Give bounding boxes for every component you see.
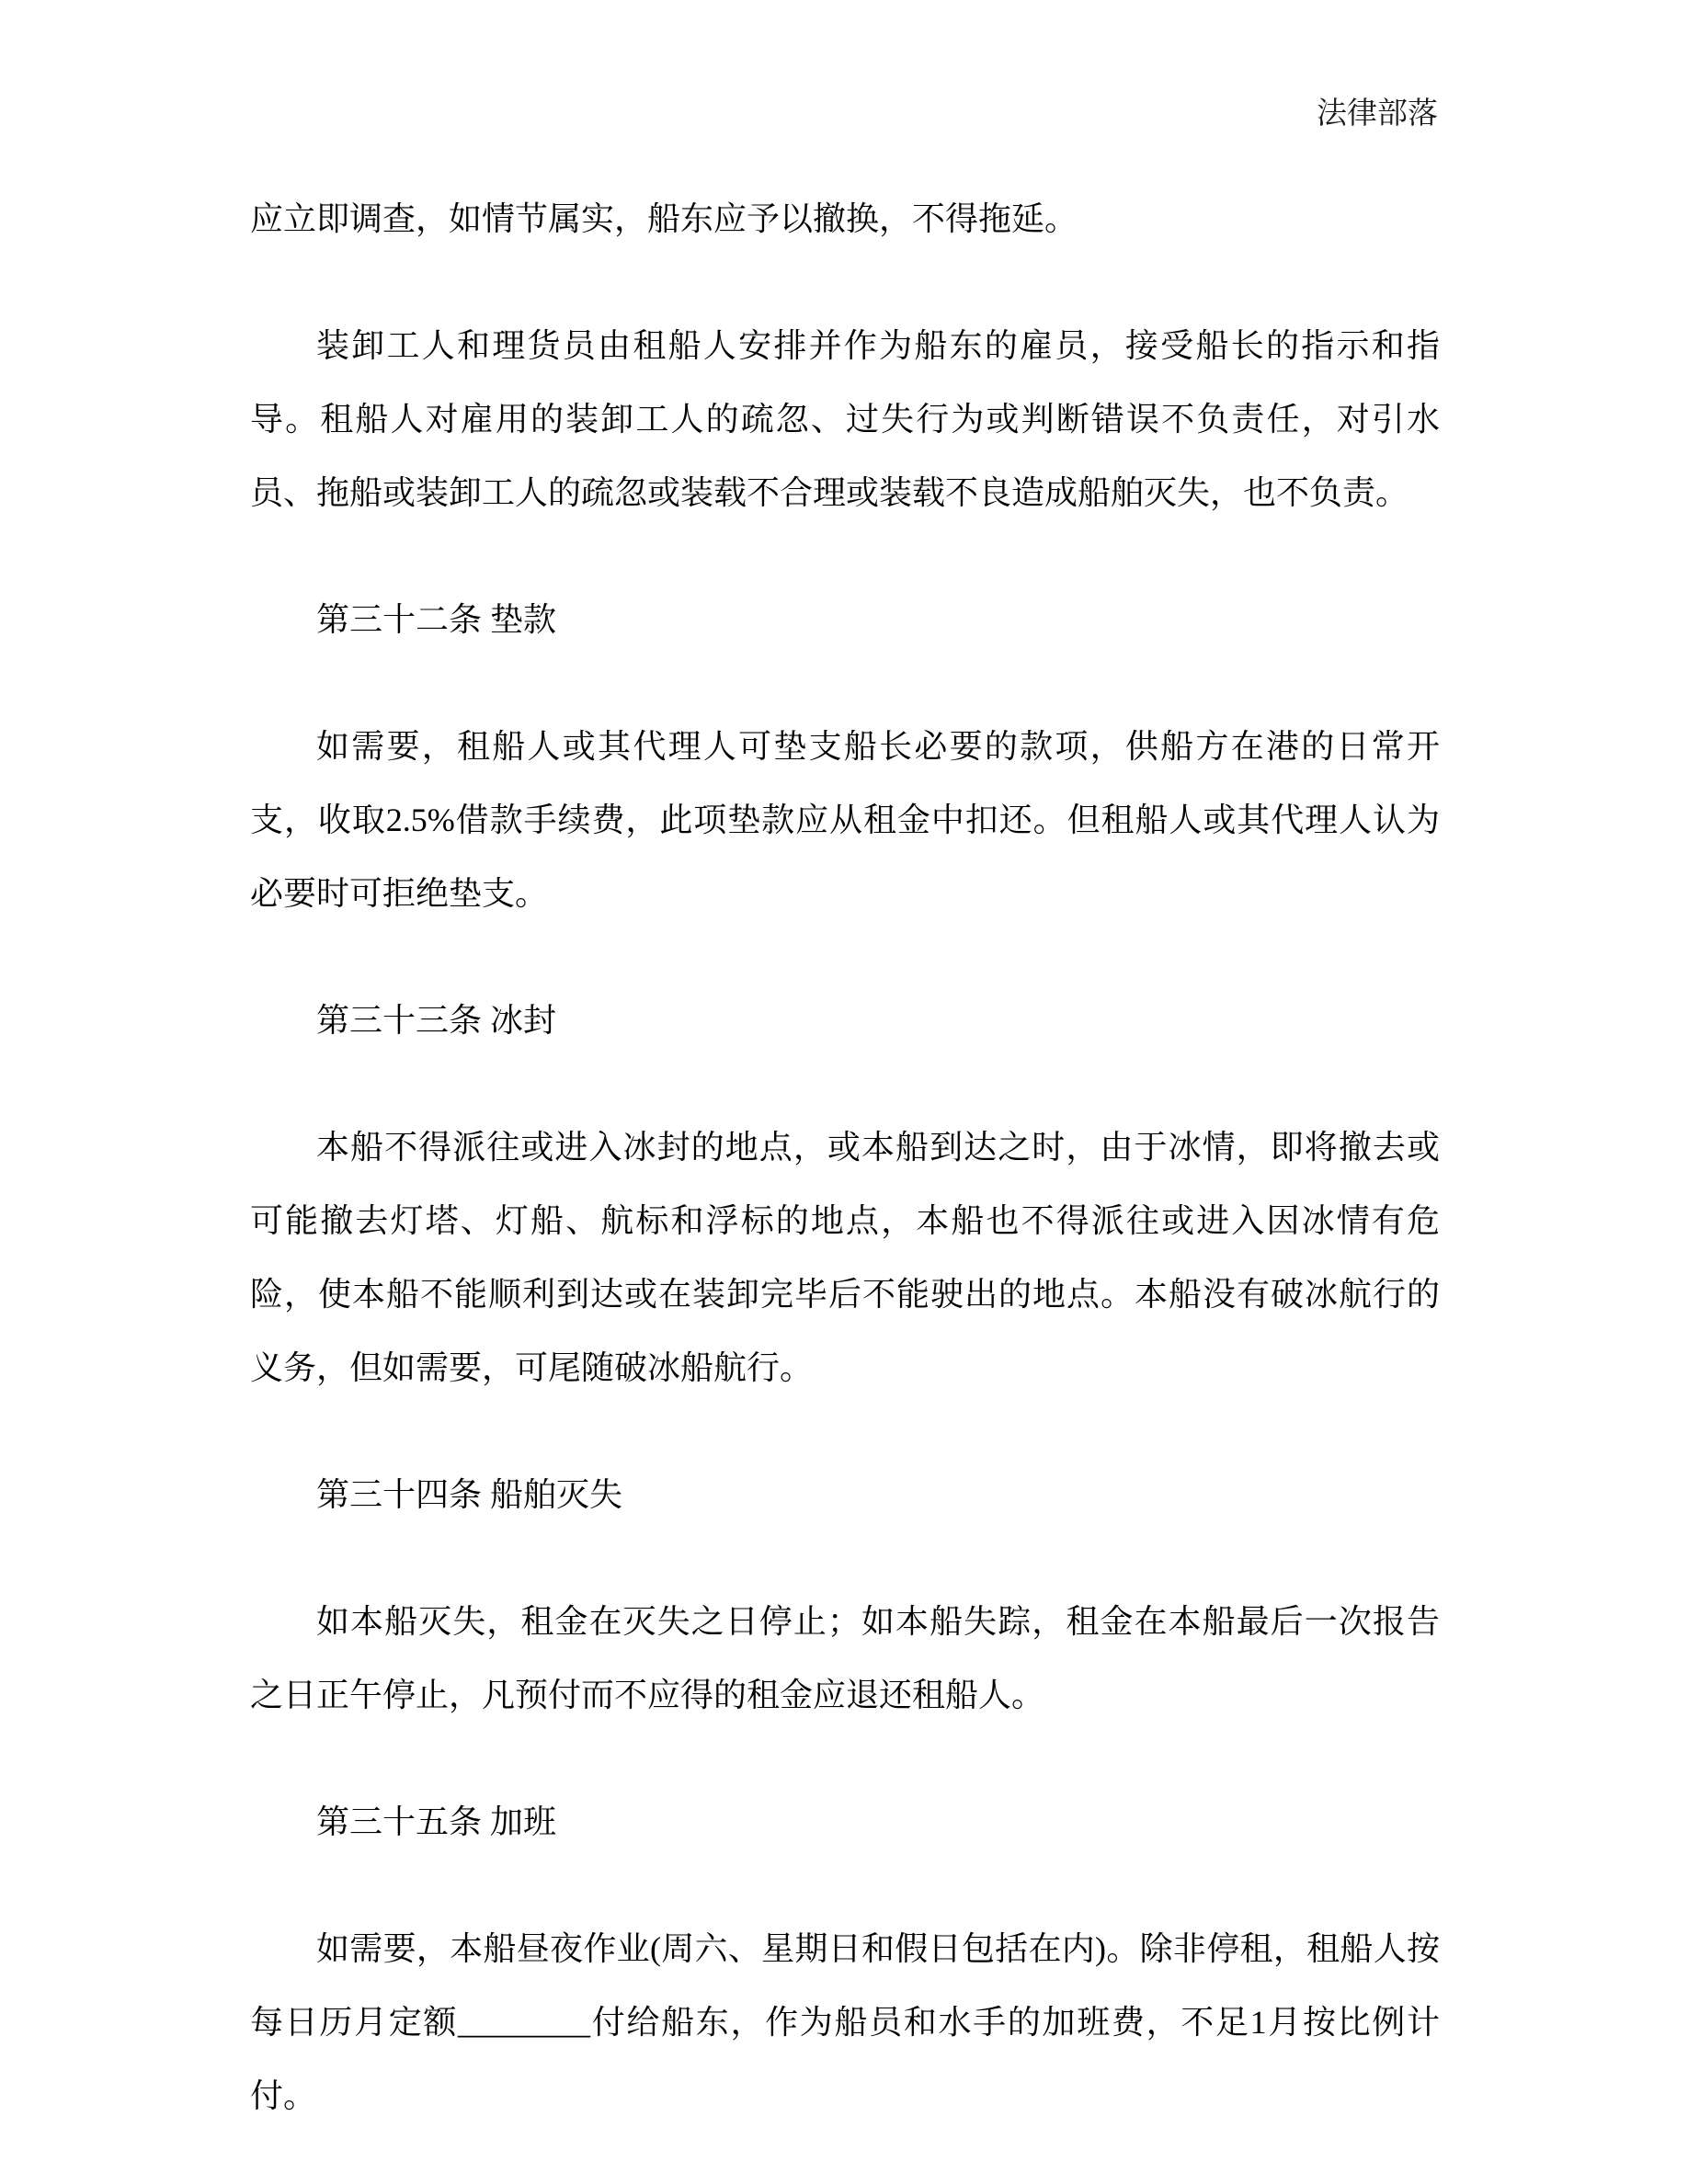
body-paragraph: 如需要，本船昼夜作业(周六、星期日和假日包括在内)。除非停租，租船人按每日历月定额________付给船东，作为船员和水手的加班费，不足1月按比例计付。	[250, 1930, 1440, 2114]
body-paragraph: 如需要，租船人或其代理人可垫支船长必要的款项，供船方在港的日常开支，收取2.5%借款手续费，此项垫款应从租金中扣还。但租船人或其代理人认为必要时可拒绝垫支。	[250, 728, 1440, 912]
body-paragraph: 如本船灭失，租金在灭失之日停止；如本船失踪，租金在本船最后一次报告之日正午停止，凡预付而不应得的租金应退还租船人。	[250, 1603, 1440, 1713]
clause-heading: 第三十五条 加班	[316, 1803, 557, 1840]
clause-heading: 第三十三条 冰封	[316, 1002, 557, 1039]
clause-heading: 第三十四条 船舶灭失	[316, 1476, 623, 1513]
body-paragraph: 装卸工人和理货员由租船人安排并作为船东的雇员，接受船长的指示和指导。租船人对雇用的装卸工人的疏忽、过失行为或判断错误不负责任，对引水员、拖船或装卸工人的疏忽或装载不合理或装载不良造成船舶灭失，也不负责。	[250, 327, 1440, 511]
body-paragraph: 本船不得派往或进入冰封的地点，或本船到达之时，由于冰情，即将撤去或可能撤去灯塔、灯船、航标和浮标的地点，本船也不得派往或进入因冰情有危险，使本船不能顺利到达或在装卸完毕后不能驶出的地点。本船没有破冰航行的义务，但如需要，可尾随破冰船航行。	[250, 1129, 1440, 1386]
site-watermark: 法律部落	[1317, 97, 1438, 131]
document-body	[250, 182, 1440, 2133]
clause-heading: 第三十二条 垫款	[316, 601, 557, 638]
body-paragraph: 应立即调查，如情节属实，船东应予以撤换，不得拖延。	[250, 200, 1078, 237]
